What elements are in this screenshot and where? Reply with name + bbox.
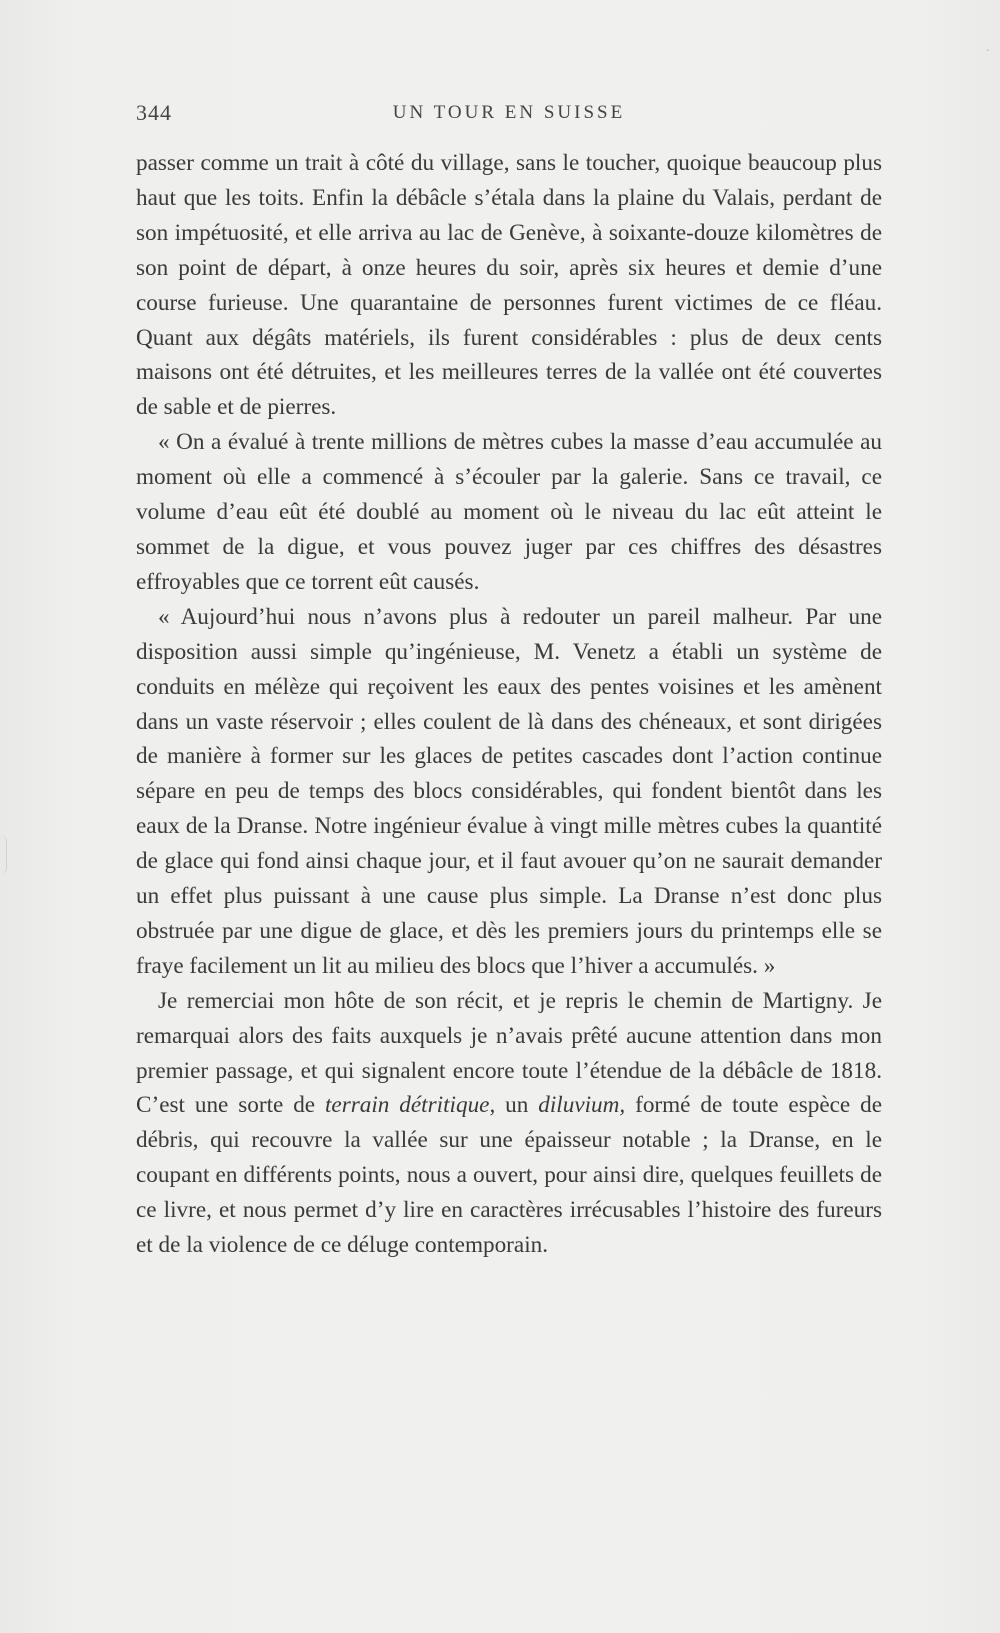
page-header <box>136 100 882 130</box>
paragraph-text: « Aujourd’hui nous n’avons plus à redouter un pareil malheur. Par une disposition aussi simple qu’ingénieuse, M. Venetz a établi un système de conduits en mélèze qui reçoivent les eaux des pentes voisines et les amènent dans un vaste réservoir ; elles coulent de là dans des chéneaux, et sont dirigées de manière à former sur les glaces de petites cascades dont l’action continue sépare en peu de temps des blocs considérables, qui fondent bientôt dans les eaux de la Dranse. Notre ingénieur évalue à vingt mille mètres cubes la quantité de glace qui fond ainsi chaque jour, et il faut avouer qu’on ne saurait demander un effet plus puissant à une cause plus simple. La Dranse n’est donc plus obstruée par une digue de glace, et dès les premiers jours du printemps elle se fraye facilement un lit au milieu des blocs que l’hiver a accumulés. » <box>136 603 882 979</box>
paragraph-text: « On a évalué à trente millions de mètres cubes la masse d’eau accumulée au moment où elle a commencé à s’écouler par la galerie. Sans ce travail, ce volume d’eau eût été doublé au moment où le niveau du lac eût atteint le sommet de la digue, et vous pouvez juger par ces chiffres des désastres effroyables que ce torrent eût causés. <box>136 429 882 595</box>
body-text <box>136 146 882 1263</box>
paragraph-text: Je remerciai mon hôte de son récit, et je repris le chemin de Martigny. Je remarquai alors des faits auxquels je n’avais prêté aucune attention dans mon premier passage, et qui signalent encore toute l’étendue de la débâcle de 1818. C’est une sorte de <box>136 987 882 1119</box>
corner-mark: · <box>985 44 990 59</box>
paragraph-2 <box>136 425 882 600</box>
running-title: UN TOUR EN SUISSE <box>392 102 626 123</box>
paragraph-4 <box>136 984 882 1263</box>
paragraph-text: un <box>495 1092 539 1119</box>
page-number: 344 <box>136 100 172 125</box>
paragraph-text: formé de toute espèce de débris, qui recouvre la vallée sur une épaisseur notable ; la Dranse, en le coupant en différents points, nous a ouvert, pour ainsi dire, quelques feuillets de ce livre, et nous permet d’y lire en caractères irrécusables l’histoire des fureurs et de la violence de ce déluge contemporain. <box>136 1092 882 1259</box>
paragraph-text: passer comme un trait à côté du village, sans le toucher, quoique beaucoup plus haut que les toits. Enfin la débâcle s’étala dans la plaine du Valais, perdant de son impétuosité, et elle arriva au lac de Genève, à soixante-douze kilomètres de son point de départ, à onze heures du soir, après six heures et demie d’une course furieuse. Une quarantaine de personnes furent victimes de ce fléau. Quant aux dégâts matériels, ils furent considérables : plus de deux cents maisons ont été détruites, et les meilleures terres de la vallée ont été couvertes de sable et de pierres. <box>136 150 882 421</box>
italic-term-diluvium: diluvium, <box>538 1092 626 1119</box>
margin-mark <box>0 835 7 875</box>
paragraph-1 <box>136 146 882 425</box>
paragraph-3 <box>136 600 882 984</box>
italic-term-terrain: terrain détritique, <box>324 1092 496 1119</box>
